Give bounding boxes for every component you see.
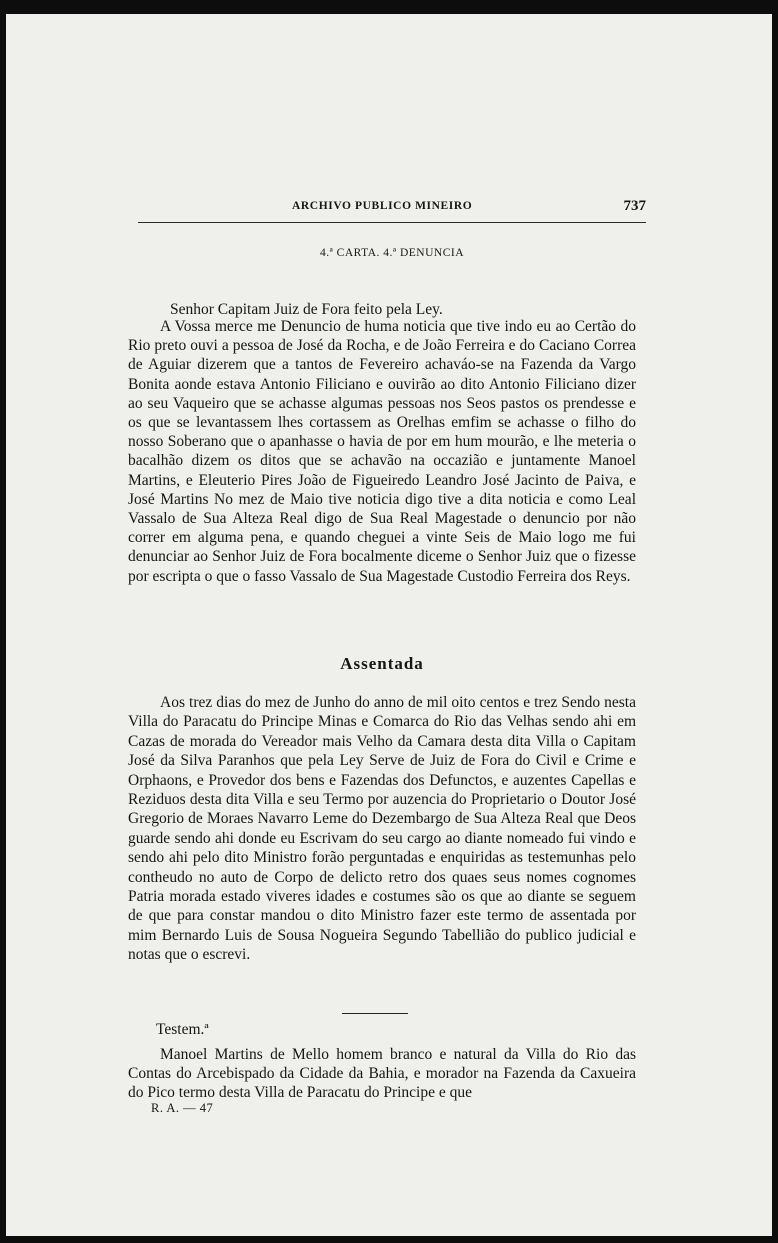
letter-salutation: Senhor Capitam Juiz de Fora feito pela Ley. <box>170 301 443 318</box>
witness-label: Testem.ª <box>156 1021 209 1038</box>
witness-body: Manoel Martins de Mello homem branco e natural da Villa do Rio das Contas do Arcebispado da Cidade da Bahia, e morador na Fazenda da Caxueira do Pico termo desta Villa de Paracatu do Principe e que <box>128 1046 636 1102</box>
header-rule <box>138 222 646 223</box>
section-divider <box>342 1013 408 1014</box>
running-title: ARCHIVO PUBLICO MINEIRO <box>292 200 473 212</box>
letter-body: A Vossa merce me Denuncio de huma noticia que tive indo eu ao Certão do Rio preto ouvi a pessoa de José da Rocha, e de João Ferreira e do Caciano Correa de Aguiar dizerem que a tantos de Fevereiro achaváo-se na Fazenda da Vargo Bonita aonde estava Antonio Filiciano e ouvirão ao dito Antonio Filiciano dizer ao seu Vaqueiro que se achasse algumas pessoas nos Seos pastos os prendesse e os que se levantassem lhes cortassem as Orelhas emfim se achasse o filho do nosso Soberano que o apanhasse o havia de por em hum mourão, e lhe meteria o bacalhão dizem os ditos que se achavão na occazião e juntamente Manoel Martins, e Eleuterio Pires João de Figueiredo Leandro José Jacinto de Paiva, e José Martins No mez de Maio tive noticia digo tive a dita noticia e como Leal Vassalo de Sua Alteza Real digo de Sua Real Magestade o denuncio por não correr em alguma pena, e quando cheguei a vinte Seis de Maio logo me fui denunciar ao Senhor Juiz de Fora bocalmente diceme o Senhor Juiz que o fizesse por escripta o que o fasso Vassalo de Sua Magestade Custodio Ferreira dos Reys. <box>128 318 636 585</box>
letter-heading: 4.ª CARTA. 4.ª DENUNCIA <box>319 247 464 259</box>
running-head <box>138 198 646 220</box>
assentada-body: Aos trez dias do mez de Junho do anno de mil oito centos e trez Sendo nesta Villa do Paracatu do Principe Minas e Comarca do Rio das Velhas sendo ahi em Cazas de morada do Vereador mais Velho da Camara desta dita Villa o Capitam José da Silva Paranhos que pela Ley Serve de Juiz de Fora do Civil e Crime e Orphaons, e Provedor dos bens e Fazendas dos Defunctos, e auzentes Capellas e Reziduos desta dita Villa e seu Termo por auzencia do Proprietario o Doutor José Gregorio de Moraes Navarro Leme do Dezembargo de Sua Alteza Real que Deos guarde sendo ahi donde eu Escrivam do seu cargo ao diante nomeado fui vindo e sendo ahi pelo dito Ministro forão perguntadas e enquiridas as testemunhas pelo contheudo no auto de Corpo de delicto retro dos quaes seus nomes cognomes Patria morada estado viveres idades e costumes são os que ao diante se seguem de que para constar mandou o dito Ministro fazer este termo de assentada por mim Bernardo Luis de Sousa Nogueira Segundo Tabellião do publico judicial e notas que o escrevi. <box>128 694 636 964</box>
document-page <box>6 14 772 1236</box>
signature-mark: R. A. — 47 <box>151 1101 214 1115</box>
page-number: 737 <box>623 198 646 214</box>
section-title-assentada: Assentada <box>340 654 424 673</box>
